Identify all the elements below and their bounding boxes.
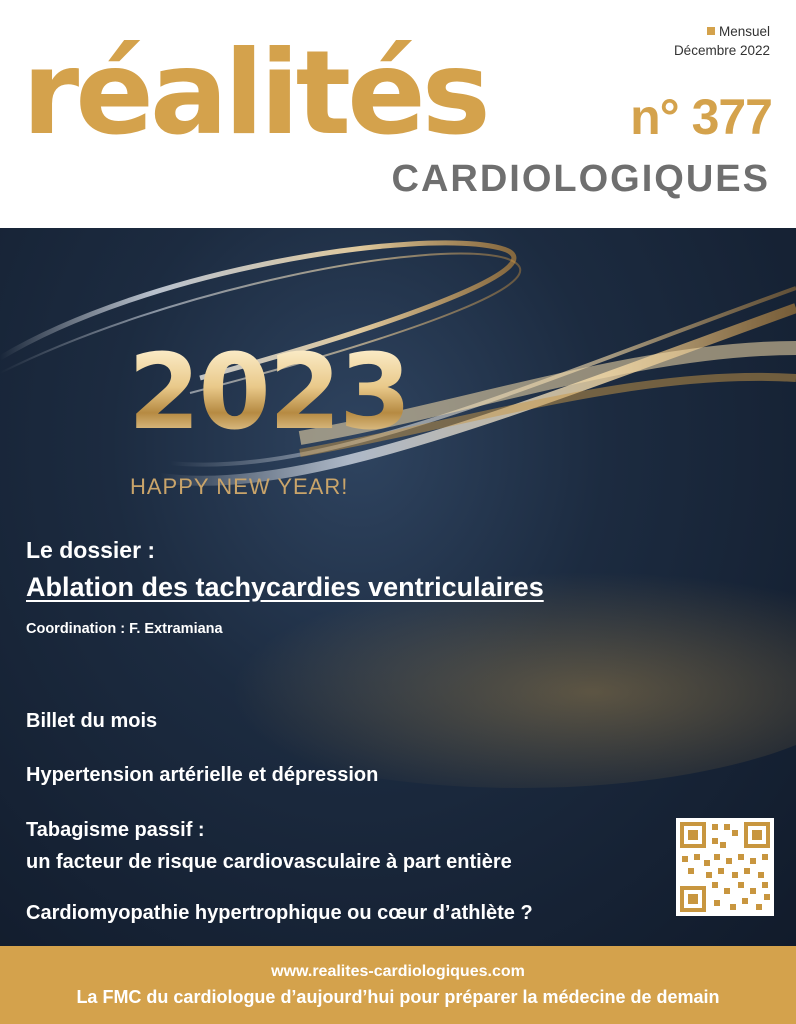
cover-illustration [0, 228, 796, 946]
square-bullet-icon [707, 27, 715, 35]
topic-line: Hypertension artérielle et dépression [26, 764, 379, 786]
issue-date: Décembre 2022 [673, 43, 770, 58]
issue-meta [674, 22, 770, 60]
qr-code[interactable] [676, 818, 774, 916]
frequency-line [674, 22, 770, 41]
brand-logo: réalités [22, 26, 487, 161]
topic-line: Tabagisme passif : [26, 819, 205, 841]
dossier-title: Ablation des tachycardies ventriculaires [26, 572, 544, 602]
topic-cardiomyopathie [26, 900, 533, 926]
frequency-label: Mensuel [718, 24, 770, 39]
website-link[interactable]: www.realites-cardiologiques.com [271, 963, 525, 980]
footer-tagline: La FMC du cardiologue d’aujourd’hui pour préparer la médecine de demain [76, 987, 720, 1007]
footer-banner [0, 946, 796, 1024]
topic-tabagisme [26, 817, 512, 875]
dossier-label: Le dossier : [26, 537, 156, 563]
topic-billet [26, 708, 157, 734]
topic-hypertension [26, 762, 378, 788]
topic-line: un facteur de risque cardiovasculaire à part entière [26, 851, 512, 873]
issue-number: n° 377 [630, 89, 772, 145]
qr-pattern [676, 818, 774, 916]
greeting-text: HAPPY NEW YEAR! [130, 474, 349, 499]
topic-line: Billet du mois [26, 710, 158, 732]
journal-specialty: CARDIOLOGIQUES [391, 158, 770, 200]
dossier-coordination: Coordination : F. Extramiana [26, 621, 223, 637]
year-graphic: 2023 [128, 331, 410, 453]
masthead [0, 0, 796, 228]
topic-line: Cardiomyopathie hypertrophique ou cœur d’athlète ? [26, 902, 533, 924]
